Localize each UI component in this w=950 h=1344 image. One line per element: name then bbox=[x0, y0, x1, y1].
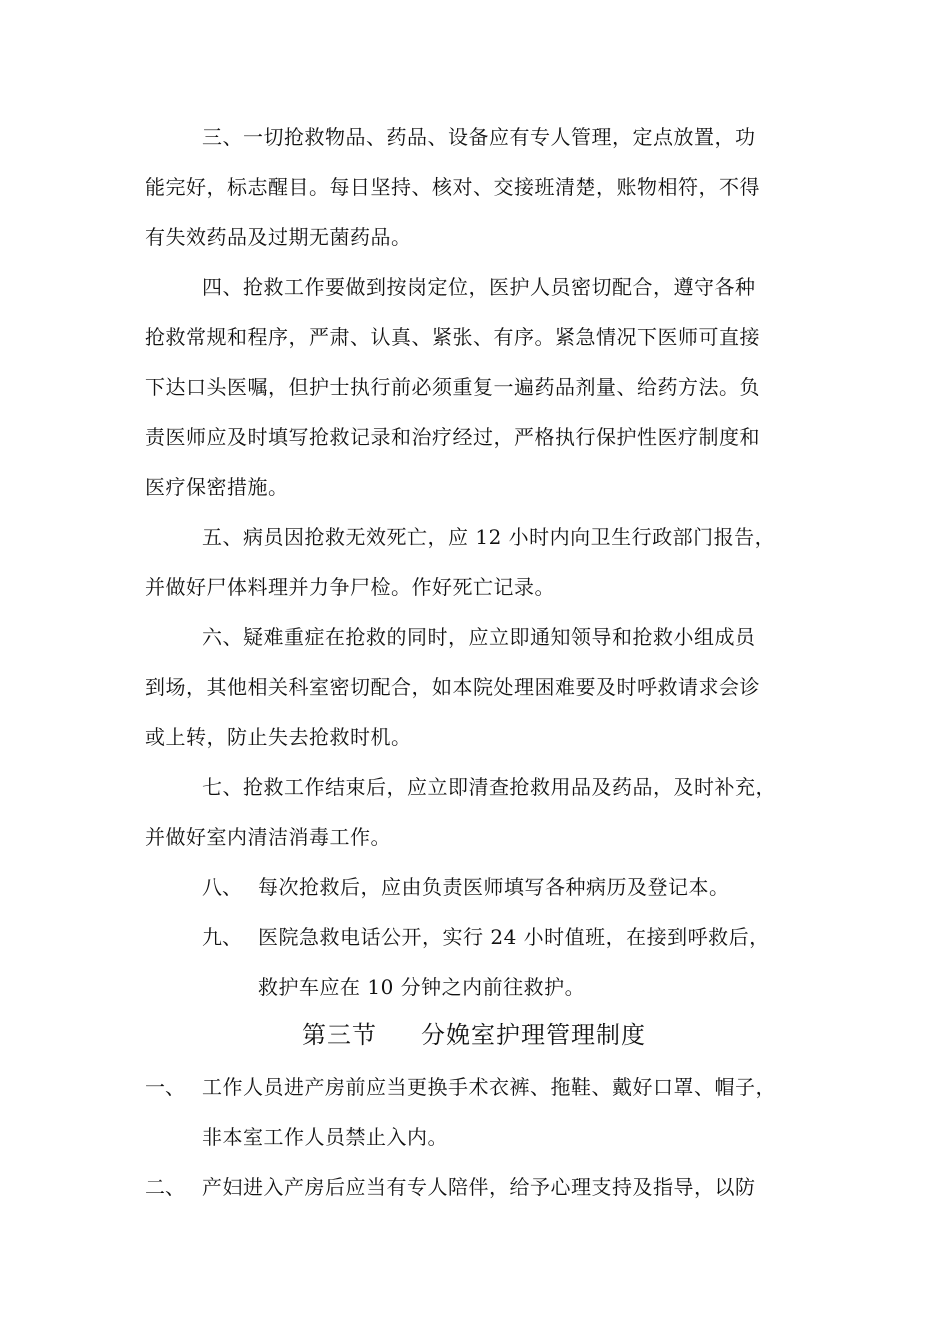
paragraph-4-line-4: 责医师应及时填写抢救记录和治疗经过，严格执行保护性医疗制度和 bbox=[145, 425, 760, 449]
paragraph-4-line-1: 四、抢救工作要做到按岗定位，医护人员密切配合，遵守各种 bbox=[202, 275, 756, 299]
paragraph-4-line-5: 医疗保密措施。 bbox=[145, 475, 289, 499]
paragraph-7-line-2: 并做好室内清洁消毒工作。 bbox=[145, 825, 391, 849]
paragraph-8-number: 八、 bbox=[202, 875, 242, 899]
paragraph-5-line-2: 并做好尸体料理并力争尸检。作好死亡记录。 bbox=[145, 575, 555, 599]
list-item-1-number: 一、 bbox=[145, 1075, 185, 1099]
paragraph-7-line-1: 七、抢救工作结束后，应立即清查抢救用品及药品，及时补充， bbox=[202, 775, 776, 799]
paragraph-6-line-2: 到场，其他相关科室密切配合，如本院处理困难要及时呼救请求会诊 bbox=[145, 675, 760, 699]
section-number: 第三节 bbox=[302, 1021, 377, 1049]
paragraph-6-line-3: 或上转，防止失去抢救时机。 bbox=[145, 725, 412, 749]
list-item-2-number: 二、 bbox=[145, 1175, 185, 1199]
paragraph-3-line-3: 有失效药品及过期无菌药品。 bbox=[145, 225, 412, 249]
list-item-2-line-1: 产妇进入产房后应当有专人陪伴，给予心理支持及指导，以防 bbox=[202, 1175, 756, 1199]
paragraph-3-line-1: 三、一切抢救物品、药品、设备应有专人管理，定点放置，功 bbox=[202, 125, 756, 149]
paragraph-8-text: 每次抢救后，应由负责医师填写各种病历及登记本。 bbox=[258, 875, 730, 899]
paragraph-9-number: 九、 bbox=[202, 925, 242, 949]
paragraph-4-line-2: 抢救常规和程序，严肃、认真、紧张、有序。紧急情况下医师可直接 bbox=[145, 325, 760, 349]
paragraph-9-line-1: 医院急救电话公开，实行 24 小时值班，在接到呼救后， bbox=[258, 925, 770, 949]
paragraph-3-line-2: 能完好，标志醒目。每日坚持、核对、交接班清楚，账物相符，不得 bbox=[145, 175, 760, 199]
paragraph-4-line-3: 下达口头医嘱，但护士执行前必须重复一遍药品剂量、给药方法。负 bbox=[145, 375, 760, 399]
paragraph-5-line-1: 五、病员因抢救无效死亡，应 12 小时内向卫生行政部门报告， bbox=[202, 525, 776, 549]
paragraph-6-line-1: 六、疑难重症在抢救的同时，应立即通知领导和抢救小组成员 bbox=[202, 625, 756, 649]
paragraph-9-line-2: 救护车应在 10 分钟之内前往救护。 bbox=[258, 975, 586, 999]
list-item-1-line-2: 非本室工作人员禁止入内。 bbox=[202, 1125, 448, 1149]
list-item-1-line-1: 工作人员进产房前应当更换手术衣裤、拖鞋、戴好口罩、帽子， bbox=[202, 1075, 776, 1099]
section-title: 分娩室护理管理制度 bbox=[421, 1021, 646, 1049]
